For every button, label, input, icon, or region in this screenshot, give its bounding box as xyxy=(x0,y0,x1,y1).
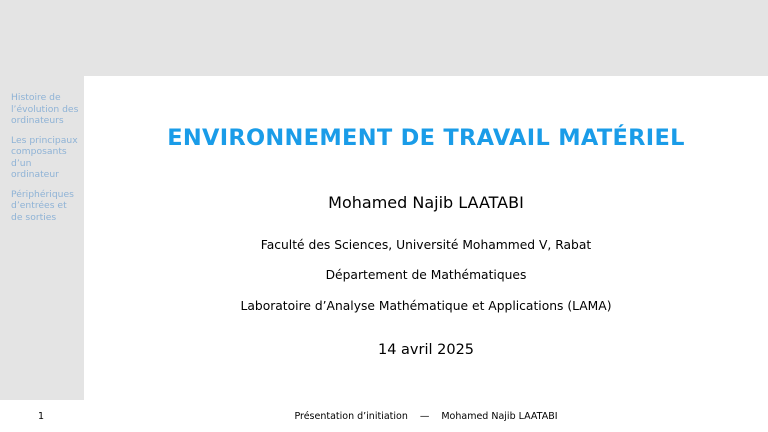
sidebar-item-components[interactable]: Les principaux composants d’un ordinateur xyxy=(11,134,78,180)
footer-separator: — xyxy=(419,411,430,422)
author-name: Mohamed Najib LAATABI xyxy=(328,193,524,212)
affiliation-department: Département de Mathématiques xyxy=(325,268,527,282)
sidebar xyxy=(0,76,84,400)
page-number: 1 xyxy=(38,411,45,422)
footer-author: Mohamed Najib LAATABI xyxy=(441,411,558,422)
sidebar-item-peripherals[interactable]: Périphériques d’entrées et de sorties xyxy=(11,188,74,223)
footer-title: Présentation d’initiation xyxy=(294,411,408,422)
presentation-date: 14 avril 2025 xyxy=(377,342,475,358)
sidebar-nav xyxy=(0,76,84,223)
sidebar-item-history[interactable]: Histoire de l’évolution des ordinateurs xyxy=(11,92,79,126)
header-band xyxy=(0,0,768,76)
slide-title: ENVIRONNEMENT DE TRAVAIL MATÉRIEL xyxy=(167,125,685,151)
affiliation-lab: Laboratoire d’Analyse Mathématique et Applications (LAMA) xyxy=(240,299,612,313)
footer xyxy=(84,411,768,422)
affiliation-faculty: Faculté des Sciences, Université Mohammed V, Rabat xyxy=(260,238,592,252)
